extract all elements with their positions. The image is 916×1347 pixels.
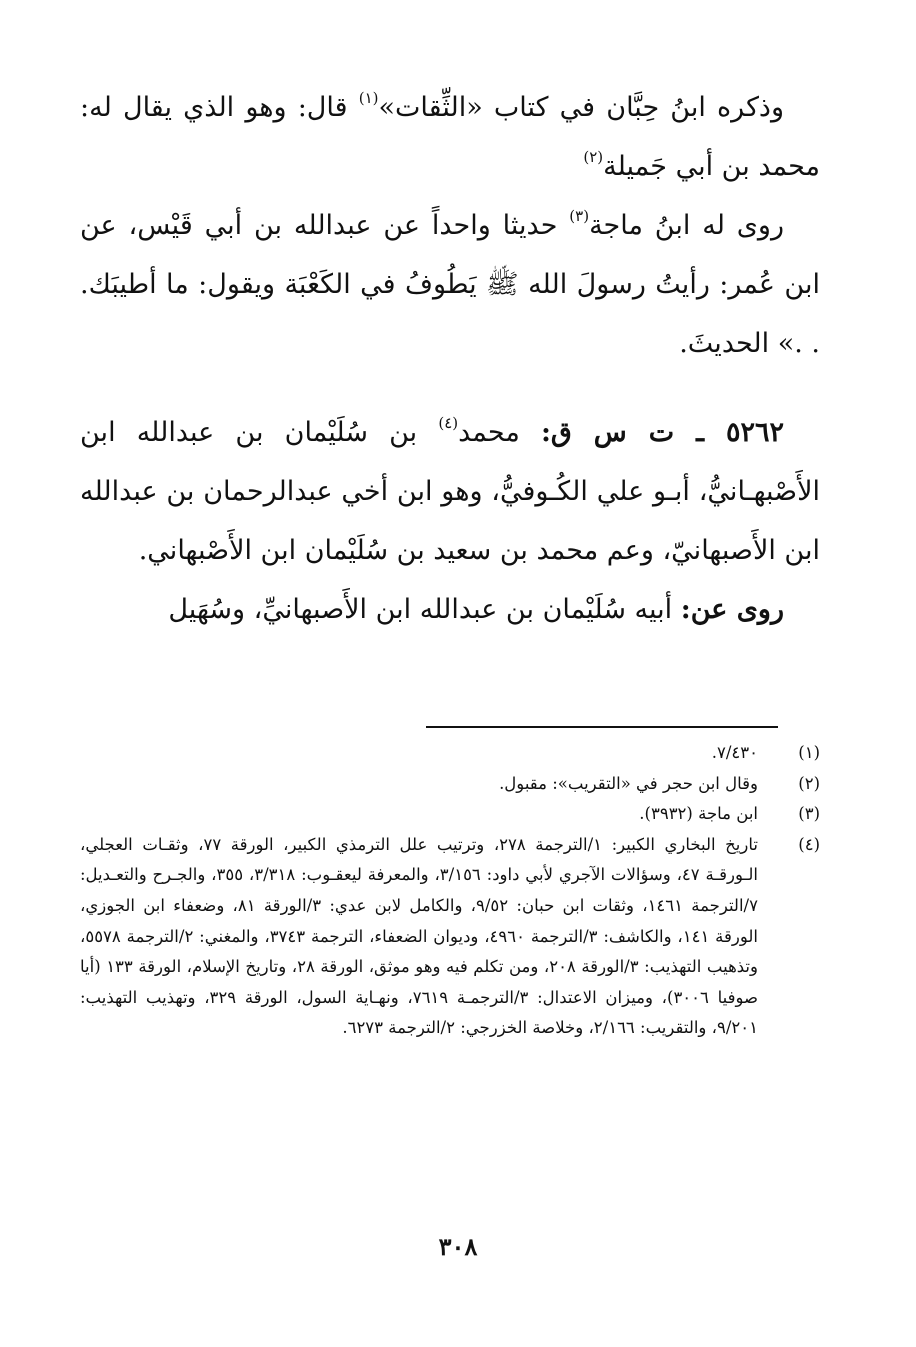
footnote-number: (٤) bbox=[798, 834, 820, 854]
footnote-1 bbox=[80, 738, 820, 769]
page-number: ٣٠٨ bbox=[438, 1232, 478, 1261]
footnote-text: ابن ماجة (٣٩٣٢). bbox=[639, 804, 758, 824]
paragraph-entry-5262: ٥٢٦٢ ـ ت س ق: محمد$^{(٤)}$ بن سُلَيْمان بن عبدالله ابن الأَصْبهـانيُّ، أبـو علي الكُـوفيُّ، وهو ابن أخي عبدالرحمان بن عبدالله ابن الأَصبهانيّ، وعم محمد بن سعيد بن سُلَيْمان ابن الأَصْبهاني. bbox=[80, 414, 820, 566]
footnote-ref-4: (٤) bbox=[438, 414, 459, 432]
footnote-number: (٣) bbox=[798, 804, 820, 824]
footnote-text: تاريخ البخاري الكبير: ١/الترجمة ٢٧٨، وترتيب علل الترمذي الكبير، الورقة ٧٧، وثقـات العجلي، الـورقـة ٤٧، وسؤالات الآجري لأبي داود: ٣/١٥٦، والمعرفة ليعقـوب: ٣/٣١٨، ٣٥٥، والجـرح والتعـديل: ٧/الترجمة ١٤٦١، وثقات ابن حبان: ٩/٥٢، والكامل لابن عدي: ٣/الورقة ٨١، وضعفاء ابن الجوزي، الورقة ١٤١، والكاشف: ٣/الترجمة ٤٩٦٠، وديوان الضعفاء، الترجمة ٣٧٤٣، والمغني: ٢/الترجمة ٥٥٧٨، وتذهيب التهذيب: ٣/الورقة ٢٠٨، ومن تكلم فيه وهو موثق، الورقة ٢٨، وتاريخ الإسلام، الورقة ١٣٣ (أيا صوفيا ٣٠٠٦)، وميزان الاعتدال: ٣/الترجمـة ٧٦١٩، ونهـاية السول، الورقة ٣٢٩، وتهذيب التهذيب: ٩/٢٠١، والتقريب: ٢/١٦٦، وخلاصة الخزرجي: ٢/الترجمة ٦٢٧٣. bbox=[80, 834, 759, 1038]
footnotes bbox=[80, 738, 820, 1044]
footnote-text: ٧/٤٣٠. bbox=[711, 743, 758, 762]
footnote-2 bbox=[80, 769, 820, 800]
main-text bbox=[80, 78, 820, 639]
paragraph-ibn-hibban: وذكره ابنُ حِبَّان في كتاب «الثِّقات»$^{(١)}$ قال: وهو الذي يقال له: محمد بن أبي جَميلة$^{(٢)}$ bbox=[80, 89, 820, 182]
narrated-from-label: روى عن: bbox=[680, 594, 784, 625]
footnote-ref-3: (٣) bbox=[569, 207, 590, 225]
footnote-divider bbox=[426, 726, 778, 728]
entry-number: ٥٢٦٢ ـ ت س ق: bbox=[540, 417, 784, 448]
footnote-ref-1: (١) bbox=[358, 89, 379, 107]
footnote-4 bbox=[80, 830, 820, 1044]
footnote-3 bbox=[80, 799, 820, 830]
footnote-ref-2: (٢) bbox=[583, 148, 604, 166]
footnote-text: وقال ابن حجر في «التقريب»: مقبول. bbox=[499, 773, 758, 793]
footnote-number: (١) bbox=[798, 743, 820, 762]
footnote-number: (٢) bbox=[798, 773, 820, 793]
paragraph-ibn-majah: روى له ابنُ ماجة$^{(٣)}$ حديثا واحداً عن عبدالله بن أبي قَيْس، عن ابن عُمر: رأيتُ رسولَ الله ﷺ يَطُوفُ في الكَعْبَة ويقول: ما أطيبَك. . .» الحديثَ. bbox=[80, 207, 820, 359]
paragraph-narrated-from: روى عن: أبيه سُلَيْمان بن عبدالله ابن الأَصبهانيِّ، وسُهَيل bbox=[168, 594, 784, 625]
